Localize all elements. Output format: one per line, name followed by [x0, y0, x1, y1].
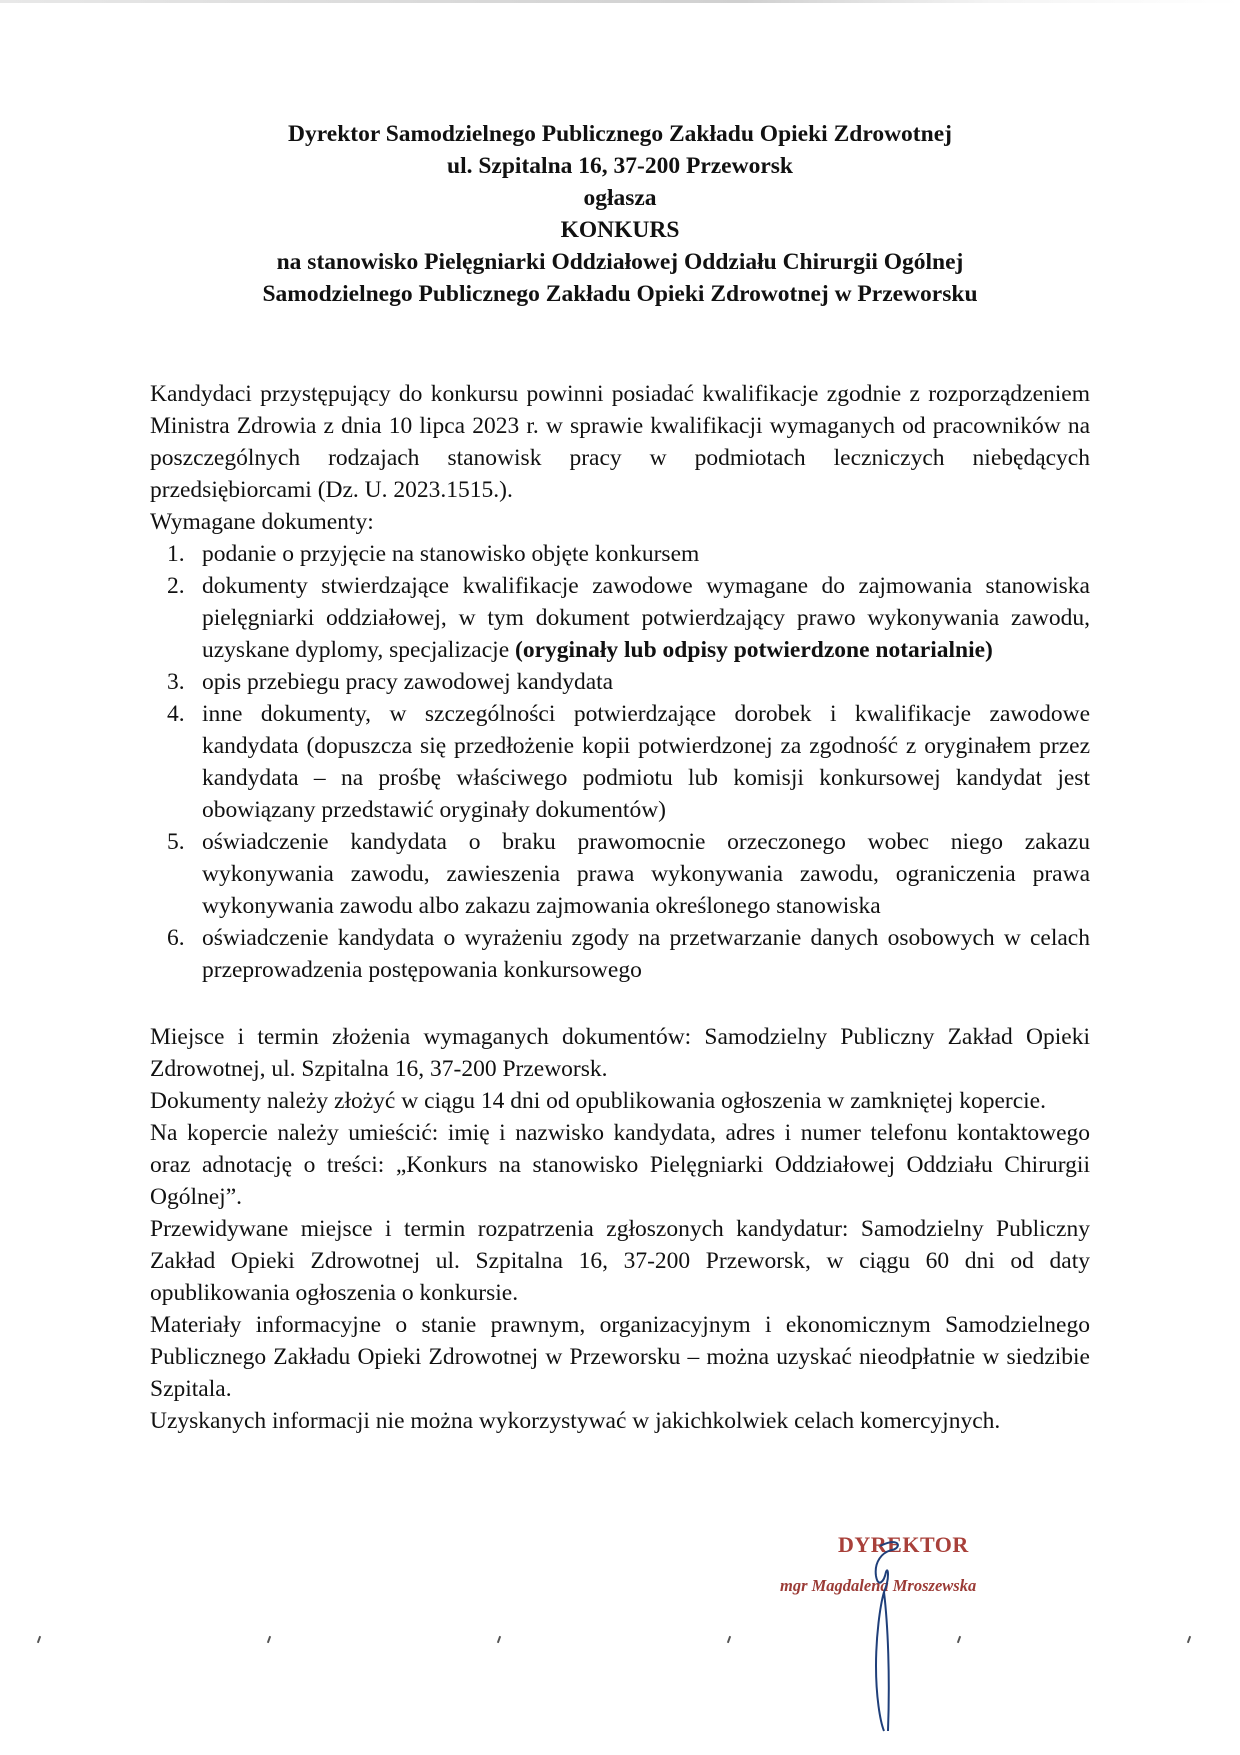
- list-item-text: opis przebiegu pracy zawodowej kandydata: [202, 669, 614, 695]
- section-gap: [150, 986, 1090, 1021]
- document-body: [150, 378, 1090, 1437]
- issuer-address: ul. Szpitalna 16, 37-200 Przeworsk: [447, 153, 793, 179]
- announces-label: ogłasza: [583, 185, 657, 211]
- list-item-text: podanie o przyjęcie na stanowisko objęte konkursem: [202, 541, 700, 567]
- list-number: 6.: [167, 925, 185, 951]
- documents-heading: Wymagane dokumenty:: [150, 509, 374, 535]
- submission-deadline: Dokumenty należy złożyć w ciągu 14 dni od opublikowania ogłoszenia w zamkniętej kopercie.: [150, 1088, 1046, 1114]
- scan-tick-marks: [0, 1636, 1240, 1648]
- scan-mark: [727, 1636, 731, 1643]
- list-item: [167, 570, 1090, 666]
- scan-edge: [0, 0, 1240, 3]
- competition-title: KONKURS: [560, 217, 680, 243]
- signature-block: [780, 1532, 1080, 1732]
- scan-mark: [957, 1636, 961, 1643]
- submission-place: Miejsce i termin złożenia wymaganych dokumentów: Samodzielny Publiczny Zakład Opieki Zdrowotnej, ul. Szpitalna 16, 37-200 Przeworsk.: [150, 1024, 1090, 1082]
- scan-mark: [1187, 1636, 1191, 1643]
- list-number: 5.: [167, 829, 185, 855]
- commercial-restriction: Uzyskanych informacji nie można wykorzystywać w jakichkolwiek celach komercyjnych.: [150, 1408, 1001, 1434]
- scan-mark: [267, 1636, 271, 1643]
- list-item: [167, 826, 1090, 922]
- qualifications-paragraph: Kandydaci przystępujący do konkursu powinni posiadać kwalifikacje zgodnie z rozporządzeniem Ministra Zdrowia z dnia 10 lipca 2023 r. w sprawie kwalifikacji wymaganych od pracowników na poszczególnych rodzajach stanowisk pracy w podmiotach leczniczych niebędących przedsiębiorcami (Dz. U. 2023.1515.).: [150, 381, 1090, 503]
- list-item-text: oświadczenie kandydata o wyrażeniu zgody na przetwarzanie danych osobowych w celach przeprowadzenia postępowania konkursowego: [202, 925, 1090, 983]
- scan-mark: [497, 1636, 501, 1643]
- list-item: [167, 698, 1090, 826]
- list-number: 2.: [167, 573, 185, 599]
- document-header: [150, 118, 1090, 310]
- list-number: 4.: [167, 701, 185, 727]
- list-item-text: inne dokumenty, w szczególności potwierdzające dorobek i kwalifikacje zawodowe kandydata (dopuszcza się przedłożenie kopii potwierdzonej za zgodność z oryginałem przez kandydata – na prośbę właściwego podmiotu lub komisji konkursowej kandydat jest obowiązany przedstawić oryginały dokumentów): [202, 701, 1090, 823]
- required-documents-list: [150, 538, 1090, 986]
- institution-name: Samodzielnego Publicznego Zakładu Opieki Zdrowotnej w Przeworsku: [262, 281, 978, 307]
- list-number: 1.: [167, 541, 185, 567]
- signature-title-stamp: DYREKTOR: [838, 1532, 969, 1557]
- signature-name-stamp: mgr Magdalena Mroszewska: [780, 1576, 977, 1595]
- issuer-title: Dyrektor Samodzielnego Publicznego Zakładu Opieki Zdrowotnej: [288, 121, 952, 147]
- envelope-instructions: Na kopercie należy umieścić: imię i nazwisko kandydata, adres i numer telefonu kontaktowego oraz adnotację o treści: „Konkurs na stanowisko Pielęgniarki Oddziałowej Oddziału Chirurgii Ogólnej”.: [150, 1120, 1090, 1210]
- list-item: [167, 538, 1090, 570]
- position-title: na stanowisko Pielęgniarki Oddziałowej Oddziału Chirurgii Ogólnej: [276, 249, 964, 275]
- list-item: [167, 922, 1090, 986]
- list-item-emphasis: (oryginały lub odpisy potwierdzone notarialnie): [515, 637, 993, 663]
- list-item-text: oświadczenie kandydata o braku prawomocnie orzeczonego wobec niego zakazu wykonywania zawodu, zawieszenia prawa wykonywania zawodu, ograniczenia prawa wykonywania zawodu albo zakazu zajmowania określonego stanowiska: [202, 829, 1090, 919]
- materials-info: Materiały informacyjne o stanie prawnym, organizacyjnym i ekonomicznym Samodzielnego Publicznego Zakładu Opieki Zdrowotnej w Przeworsku – można uzyskać nieodpłatnie w siedzibie Szpitala.: [150, 1312, 1090, 1402]
- scan-mark: [37, 1636, 41, 1643]
- review-info: Przewidywane miejsce i termin rozpatrzenia zgłoszonych kandydatur: Samodzielny Publiczny Zakład Opieki Zdrowotnej ul. Szpitalna 16, 37-200 Przeworsk, w ciągu 60 dni od daty opublikowania ogłoszenia o konkursie.: [150, 1216, 1090, 1306]
- list-item-text: dokumenty stwierdzające kwalifikacje zawodowe wymagane do zajmowania stanowiska pielęgniarki oddziałowej, w tym dokument potwierdzający prawo wykonywania zawodu, uzyskane dyplomy, specjalizacje: [202, 573, 1090, 663]
- list-item: [167, 666, 1090, 698]
- list-number: 3.: [167, 669, 185, 695]
